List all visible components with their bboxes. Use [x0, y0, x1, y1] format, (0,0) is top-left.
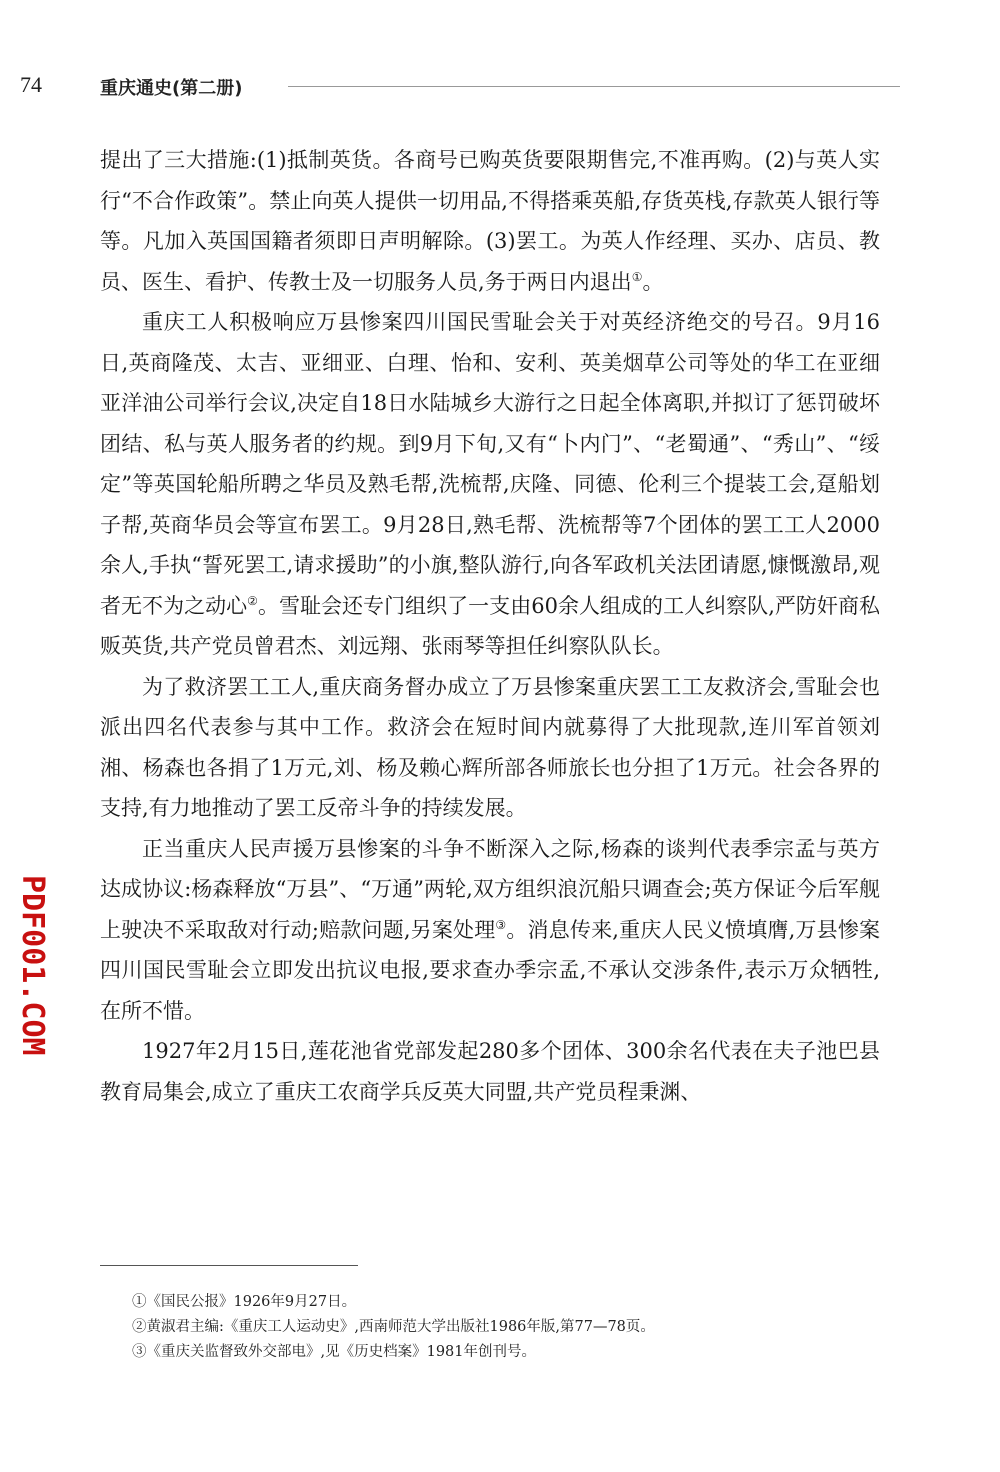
footnote-ref: ③ [495, 917, 507, 932]
footnotes [132, 1290, 852, 1365]
paragraph-text: 。 [642, 269, 664, 294]
paragraph [100, 1031, 880, 1112]
footnote-ref: ① [631, 269, 643, 284]
paragraph [100, 829, 880, 1032]
paragraph [100, 302, 880, 667]
paragraph-text: 正当重庆人民声援万县惨案的斗争不断深入之际,杨森的谈判代表季宗孟与英方达成协议:杨森释放“万县”、“万通”两轮,双方组织浪沉船只调查会;英方保证今后军舰上驶决不采取敌对行动;赔款问题,另案处理 [100, 836, 880, 942]
paragraph-text: 提出了三大措施:(1)抵制英货。各商号已购英货要限期售完,不准再购。(2)与英人实行“不合作政策”。禁止向英人提供一切用品,不得搭乘英船,存货英栈,存款英人银行等等。凡加入英国国籍者须即日声明解除。(3)罢工。为英人作经理、买办、店员、教员、医生、看护、传教士及一切服务人员,务于两日内退出 [100, 148, 880, 294]
paragraph [100, 140, 880, 302]
paragraph-text: 为了救济罢工工人,重庆商务督办成立了万县惨案重庆罢工工友救济会,雪耻会也派出四名代表参与其中工作。救济会在短时间内就募得了大批现款,连川军首领刘湘、杨森也各捐了1万元,刘、杨及赖心辉所部各师旅长也分担了1万元。社会各界的支持,有力地推动了罢工反帝斗争的持续发展。 [100, 674, 880, 820]
footnote-divider [100, 1265, 358, 1266]
page-header [20, 72, 880, 102]
paragraph-text: 。消息传来,重庆人民义愤填膺,万县惨案四川国民雪耻会立即发出抗议电报,要求查办季宗孟,不承认交涉条件,表示万众牺牲,在所不惜。 [100, 917, 880, 1023]
header-rule [288, 86, 900, 87]
paragraph-text: 1927年2月15日,莲花池省党部发起280多个团体、300余名代表在夫子池巴县教育局集会,成立了重庆工农商学兵反英大同盟,共产党员程秉渊、 [100, 1039, 880, 1104]
footnote: ②黄淑君主编:《重庆工人运动史》,西南师范大学出版社1986年版,第77—78页。 [132, 1319, 655, 1335]
watermark: PDF001.COM [15, 875, 50, 1056]
running-title: 重庆通史(第二册) [100, 78, 243, 99]
footnote-ref: ② [247, 593, 258, 608]
body-text [100, 140, 880, 1112]
page-number: 74 [20, 72, 42, 97]
paragraph [100, 667, 880, 829]
footnote: ③《重庆关监督致外交部电》,见《历史档案》1981年创刊号。 [132, 1344, 537, 1360]
paragraph-text: 重庆工人积极响应万县惨案四川国民雪耻会关于对英经济绝交的号召。9月16日,英商隆茂、太吉、亚细亚、白理、怡和、安利、英美烟草公司等处的华工在亚细亚洋油公司举行会议,决定自18日水陆城乡大游行之日起全体离职,并拟订了惩罚破坏团结、私与英人服务者的约规。到9月下旬,又有“卜内门”、“老蜀通”、“秀山”、“绥定”等英国轮船所聘之华员及熟毛帮,洗梳帮,庆隆、同德、伦利三个提装工会,趸船划子帮,英商华员会等宣布罢工。9月28日,熟毛帮、洗梳帮等7个团体的罢工工人2000余人,手执“誓死罢工,请求援助”的小旗,整队游行,向各军政机关法团请愿,慷慨激昂,观者无不为之动心 [100, 310, 880, 618]
footnote: ①《国民公报》1926年9月27日。 [132, 1294, 357, 1310]
paragraph-text: 。雪耻会还专门组织了一支由60余人组成的工人纠察队,严防奸商私贩英货,共产党员曾君杰、刘远翔、张雨琴等担任纠察队队长。 [100, 593, 880, 658]
